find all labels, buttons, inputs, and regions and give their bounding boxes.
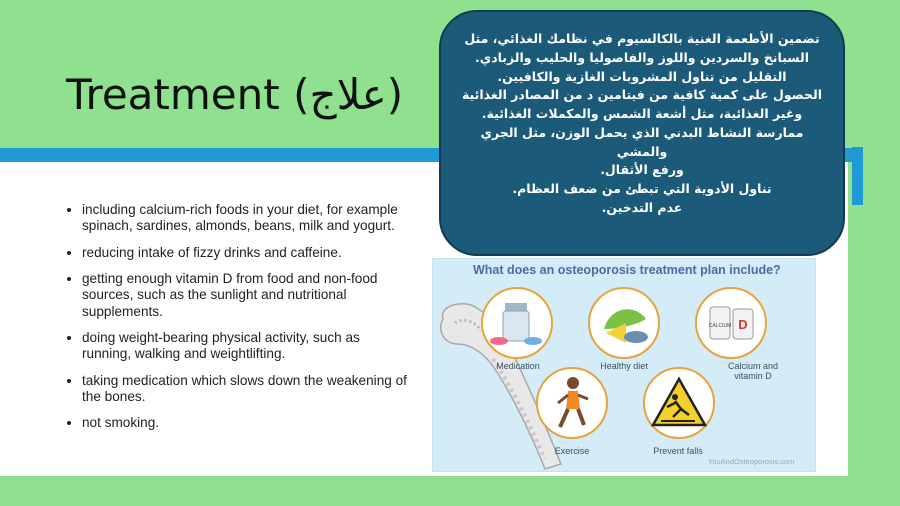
accent-stripe-right [852,147,863,205]
bullet-list [66,202,412,441]
arabic-line: الحصول على كمية كافية من فيتامين د من المصادر الغذائية [461,87,823,103]
image-credit: YouAndOsteoporosis.com [708,457,795,466]
arabic-callout [439,10,845,256]
food-icon [590,289,658,357]
calcium-caption: Calcium and vitamin D [727,361,779,381]
arabic-line: عدم التدخين. [601,199,683,215]
runner-icon [538,369,606,437]
bullet-item: • not smoking. [82,415,412,431]
warning-sign-icon [645,369,713,437]
arabic-line: ورفع الأثقال. [600,162,684,178]
medication-circle [481,287,553,359]
arabic-line: وغير الغذائية، مثل أشعة الشمس والمكملات الغذائية. [481,106,803,121]
treatment-infographic [432,258,816,472]
footer-band [0,476,900,506]
exercise-circle [536,367,608,439]
bullet-item: • including calcium-rich foods in your diet, for example spinach, sardines, almonds, beans, milk and yogurt. [82,202,412,235]
calcium-circle [695,287,767,359]
supplement-bottle-icon [697,289,765,357]
bullet-item: • taking medication which slows down the weakening of the bones. [82,373,412,406]
vitamin-d-label: D [738,317,748,332]
falls-caption: Prevent falls [653,446,703,456]
falls-circle [643,367,715,439]
arabic-line: السبانخ والسردين واللوز والفاصوليا والحليب والزبادي. [474,49,809,65]
diet-circle [588,287,660,359]
calcium-label: CALCIUM [708,323,732,329]
bullet-item: • getting enough vitamin D from food and non-food sources, such as the sunlight and nutritional supplements. [82,271,412,320]
slide-title: Treatment (علاج) [66,70,404,119]
exercise-caption: Exercise [554,446,590,456]
medication-caption: Medication [496,361,540,371]
arabic-line: تناول الأدوية التي تبطئ من ضعف العظام. [512,181,772,196]
arabic-line: ممارسة النشاط البدني الذي يحمل الوزن، مثل الجري والمشي [480,124,804,159]
pill-bottle-icon [483,289,551,357]
arabic-line: تضمين الأطعمة الغنية بالكالسيوم في نظامك الغذائي، مثل [464,31,820,46]
arabic-line: التقليل من تناول المشروبات الغازية والكافيين. [497,68,787,84]
diet-caption: Healthy diet [600,361,648,371]
bullet-item: • reducing intake of fizzy drinks and caffeine. [82,245,412,261]
bullet-item: • doing weight-bearing physical activity, such as running, walking and weightlifting. [82,330,412,363]
infographic-title: What does an osteoporosis treatment plan include? [473,263,781,277]
